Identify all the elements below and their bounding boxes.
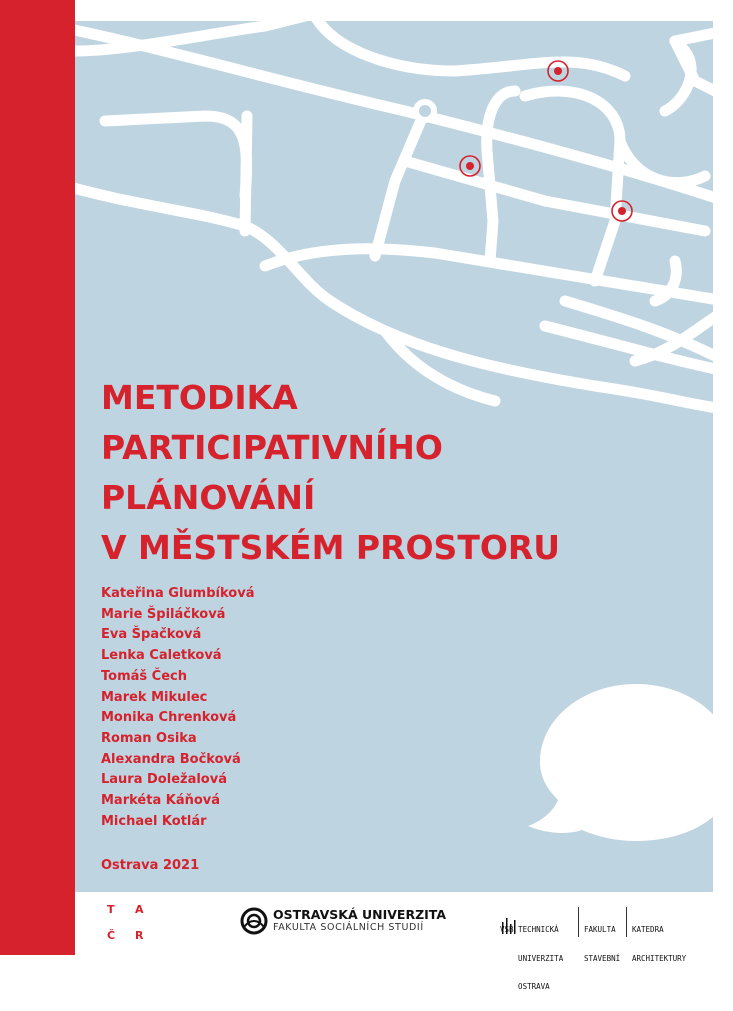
title-line: V MĚSTSKÉM PROSTORU [101,528,561,567]
cover-panel [75,21,713,892]
vsb-logo [500,906,700,991]
vsb-department-text [632,906,686,982]
author-name: Monika Chrenková [101,710,237,726]
vsb-line: STAVEBNÍ [584,953,621,963]
vsb-line: ARCHITEKTURY [632,953,687,963]
title-line: PARTICIPATIVNÍHO [101,428,443,467]
author-name: Alexandra Bočková [101,751,241,767]
author-name: Eva Špačková [101,627,202,643]
author-name: Kateřina Glumbíková [101,586,255,601]
ou-name: OSTRAVSKÁ UNIVERZITA [273,907,447,922]
vsb-line: UNIVERZITA [500,953,564,963]
author-list [101,584,254,832]
vsb-faculty-text [584,906,620,982]
vsb-line: KATEDRA [632,925,664,934]
vsb-divider [626,907,627,937]
author-name: Tomáš Čech [101,668,187,684]
vsb-line: VŠB TECHNICKÁ [500,925,559,934]
title-line: METODIKA [101,378,298,417]
tacr-letter: T [107,903,115,916]
author-name: Roman Osika [101,730,197,746]
ou-logo [240,905,447,935]
ou-subtitle: FAKULTA SOCIÁLNÍCH STUDIÍ [273,922,424,933]
vsb-university-text [500,906,563,1011]
title-line: PLÁNOVÁNÍ [101,478,316,517]
map-pin-icon [460,156,480,176]
author-name: Lenka Caletková [101,648,222,664]
author-name: Markéta Káňová [101,793,221,809]
tacr-logo [105,903,147,943]
place-and-year: Ostrava 2021 [101,858,200,873]
author-name: Laura Doležalová [101,772,227,788]
tacr-letter: A [135,903,144,916]
tacr-letter: Č [107,929,116,942]
author-name: Marie Špiláčková [101,606,226,622]
document-title [101,373,560,573]
author-name: Michael Kotlár [101,813,207,829]
red-side-stripe [0,0,75,955]
vsb-line: FAKULTA [584,925,616,934]
ou-logo-icon [240,907,268,935]
speech-bubble-icon [516,676,713,846]
tacr-letter: R [135,929,144,942]
author-name: Marek Mikulec [101,689,208,705]
vsb-divider [578,907,579,937]
vsb-line: OSTRAVA [500,982,550,991]
